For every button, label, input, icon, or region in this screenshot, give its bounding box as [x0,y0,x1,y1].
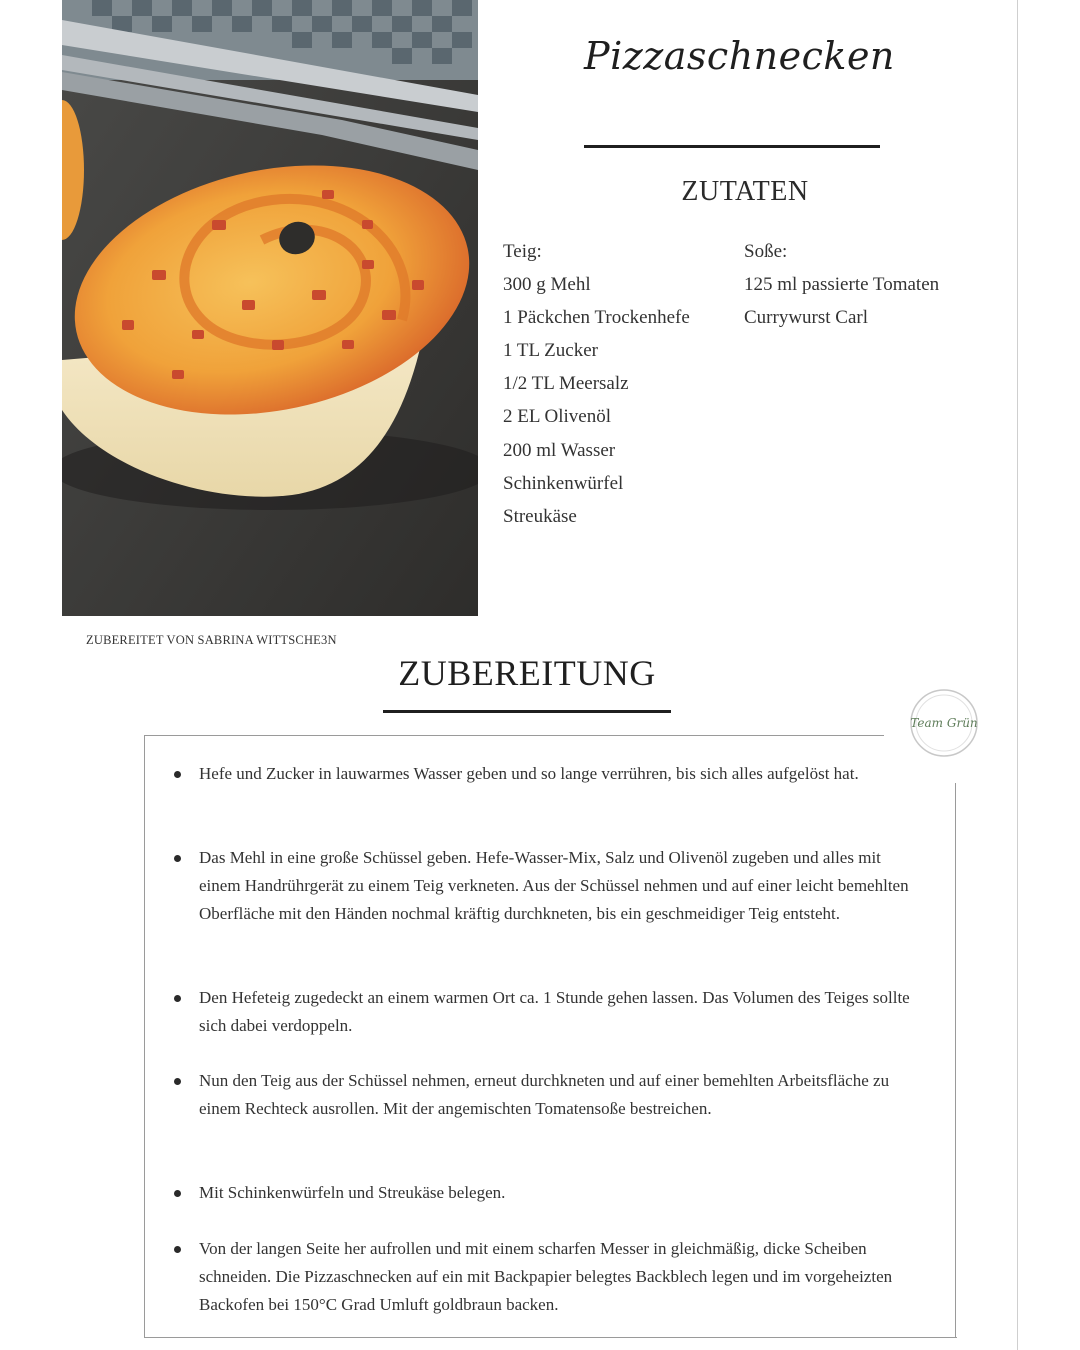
page-edge-rule [1017,0,1018,1350]
ingredient-item: 300 g Mehl [503,274,591,296]
bullet-icon [174,855,181,862]
box-top-border [144,735,884,736]
recipe-credit: ZUBEREITET VON SABRINA WITTSCHE3N [86,633,337,647]
bullet-icon [174,1190,181,1197]
recipe-title: Pizzaschnecken [584,34,895,78]
bullet-icon [174,771,181,778]
ingredient-item: Streukäse [503,505,577,527]
step-4: Nun den Teig aus der Schüssel nehmen, erneut durchkneten und auf einer bemehlten Arbeitsfläche zu einem Rechteck ausrollen. Mit der angemischten Tomatensoße bestreichen. [199,1071,890,1118]
ingredient-item: 1/2 TL Meersalz [503,373,629,395]
title-divider [584,145,880,148]
teig-ingredient-list [503,238,690,536]
ingredient-item: 125 ml passierte Tomaten [744,274,940,296]
pizzaschnecken-photo [62,0,478,616]
ingredient-item: 200 ml Wasser [503,439,616,461]
bullet-icon [174,995,181,1002]
sosse-heading: Soße: [744,241,788,262]
ingredients-heading: ZUTATEN [681,176,809,207]
step-2: Das Mehl in eine große Schüssel geben. Hefe-Wasser-Mix, Salz und Olivenöl zugeben und alles mit einem Handrührgerät zu einem Teig verkneten. Aus der Schüssel nehmen und auf einer leicht bemehlten Oberfläche mit den Händen nochmal kräftig durchkneten, bis ein geschmeidiger Teig entsteht. [199,848,909,923]
logo-text: Team Grün [910,716,978,730]
ingredient-item: 2 EL Olivenöl [503,406,611,428]
ingredient-item: Schinkenwürfel [503,472,624,494]
step-6: Von der langen Seite her aufrollen und mit einem scharfen Messer in gleichmäßig, dicke Scheiben schneiden. Die Pizzaschnecken auf ein mit Backpapier belegtes Backblech legen und im vorgeheizten Backofen bei 150°C Grad Umluft goldbraun backen. [199,1239,893,1314]
preparation-heading: ZUBEREITUNG [398,653,656,693]
sosse-ingredient-list [744,238,939,337]
step-1: Hefe und Zucker in lauwarmes Wasser geben und so lange verrühren, bis sich alles aufgelöst hat. [199,764,859,783]
teig-heading: Teig: [503,241,542,262]
box-right-border [955,783,956,1337]
preparation-divider [383,710,671,713]
bullet-icon [174,1078,181,1085]
ingredient-item: 1 Päckchen Trockenhefe [503,307,690,329]
ingredient-item: Currywurst Carl [744,307,869,329]
bullet-icon [174,1246,181,1253]
ingredient-item: 1 TL Zucker [503,340,598,362]
step-5: Mit Schinkenwürfeln und Streukäse belegen. [199,1183,506,1202]
step-3: Den Hefeteig zugedeckt an einem warmen Ort ca. 1 Stunde gehen lassen. Das Volumen des Teiges sollte sich dabei verdoppeln. [199,988,910,1035]
